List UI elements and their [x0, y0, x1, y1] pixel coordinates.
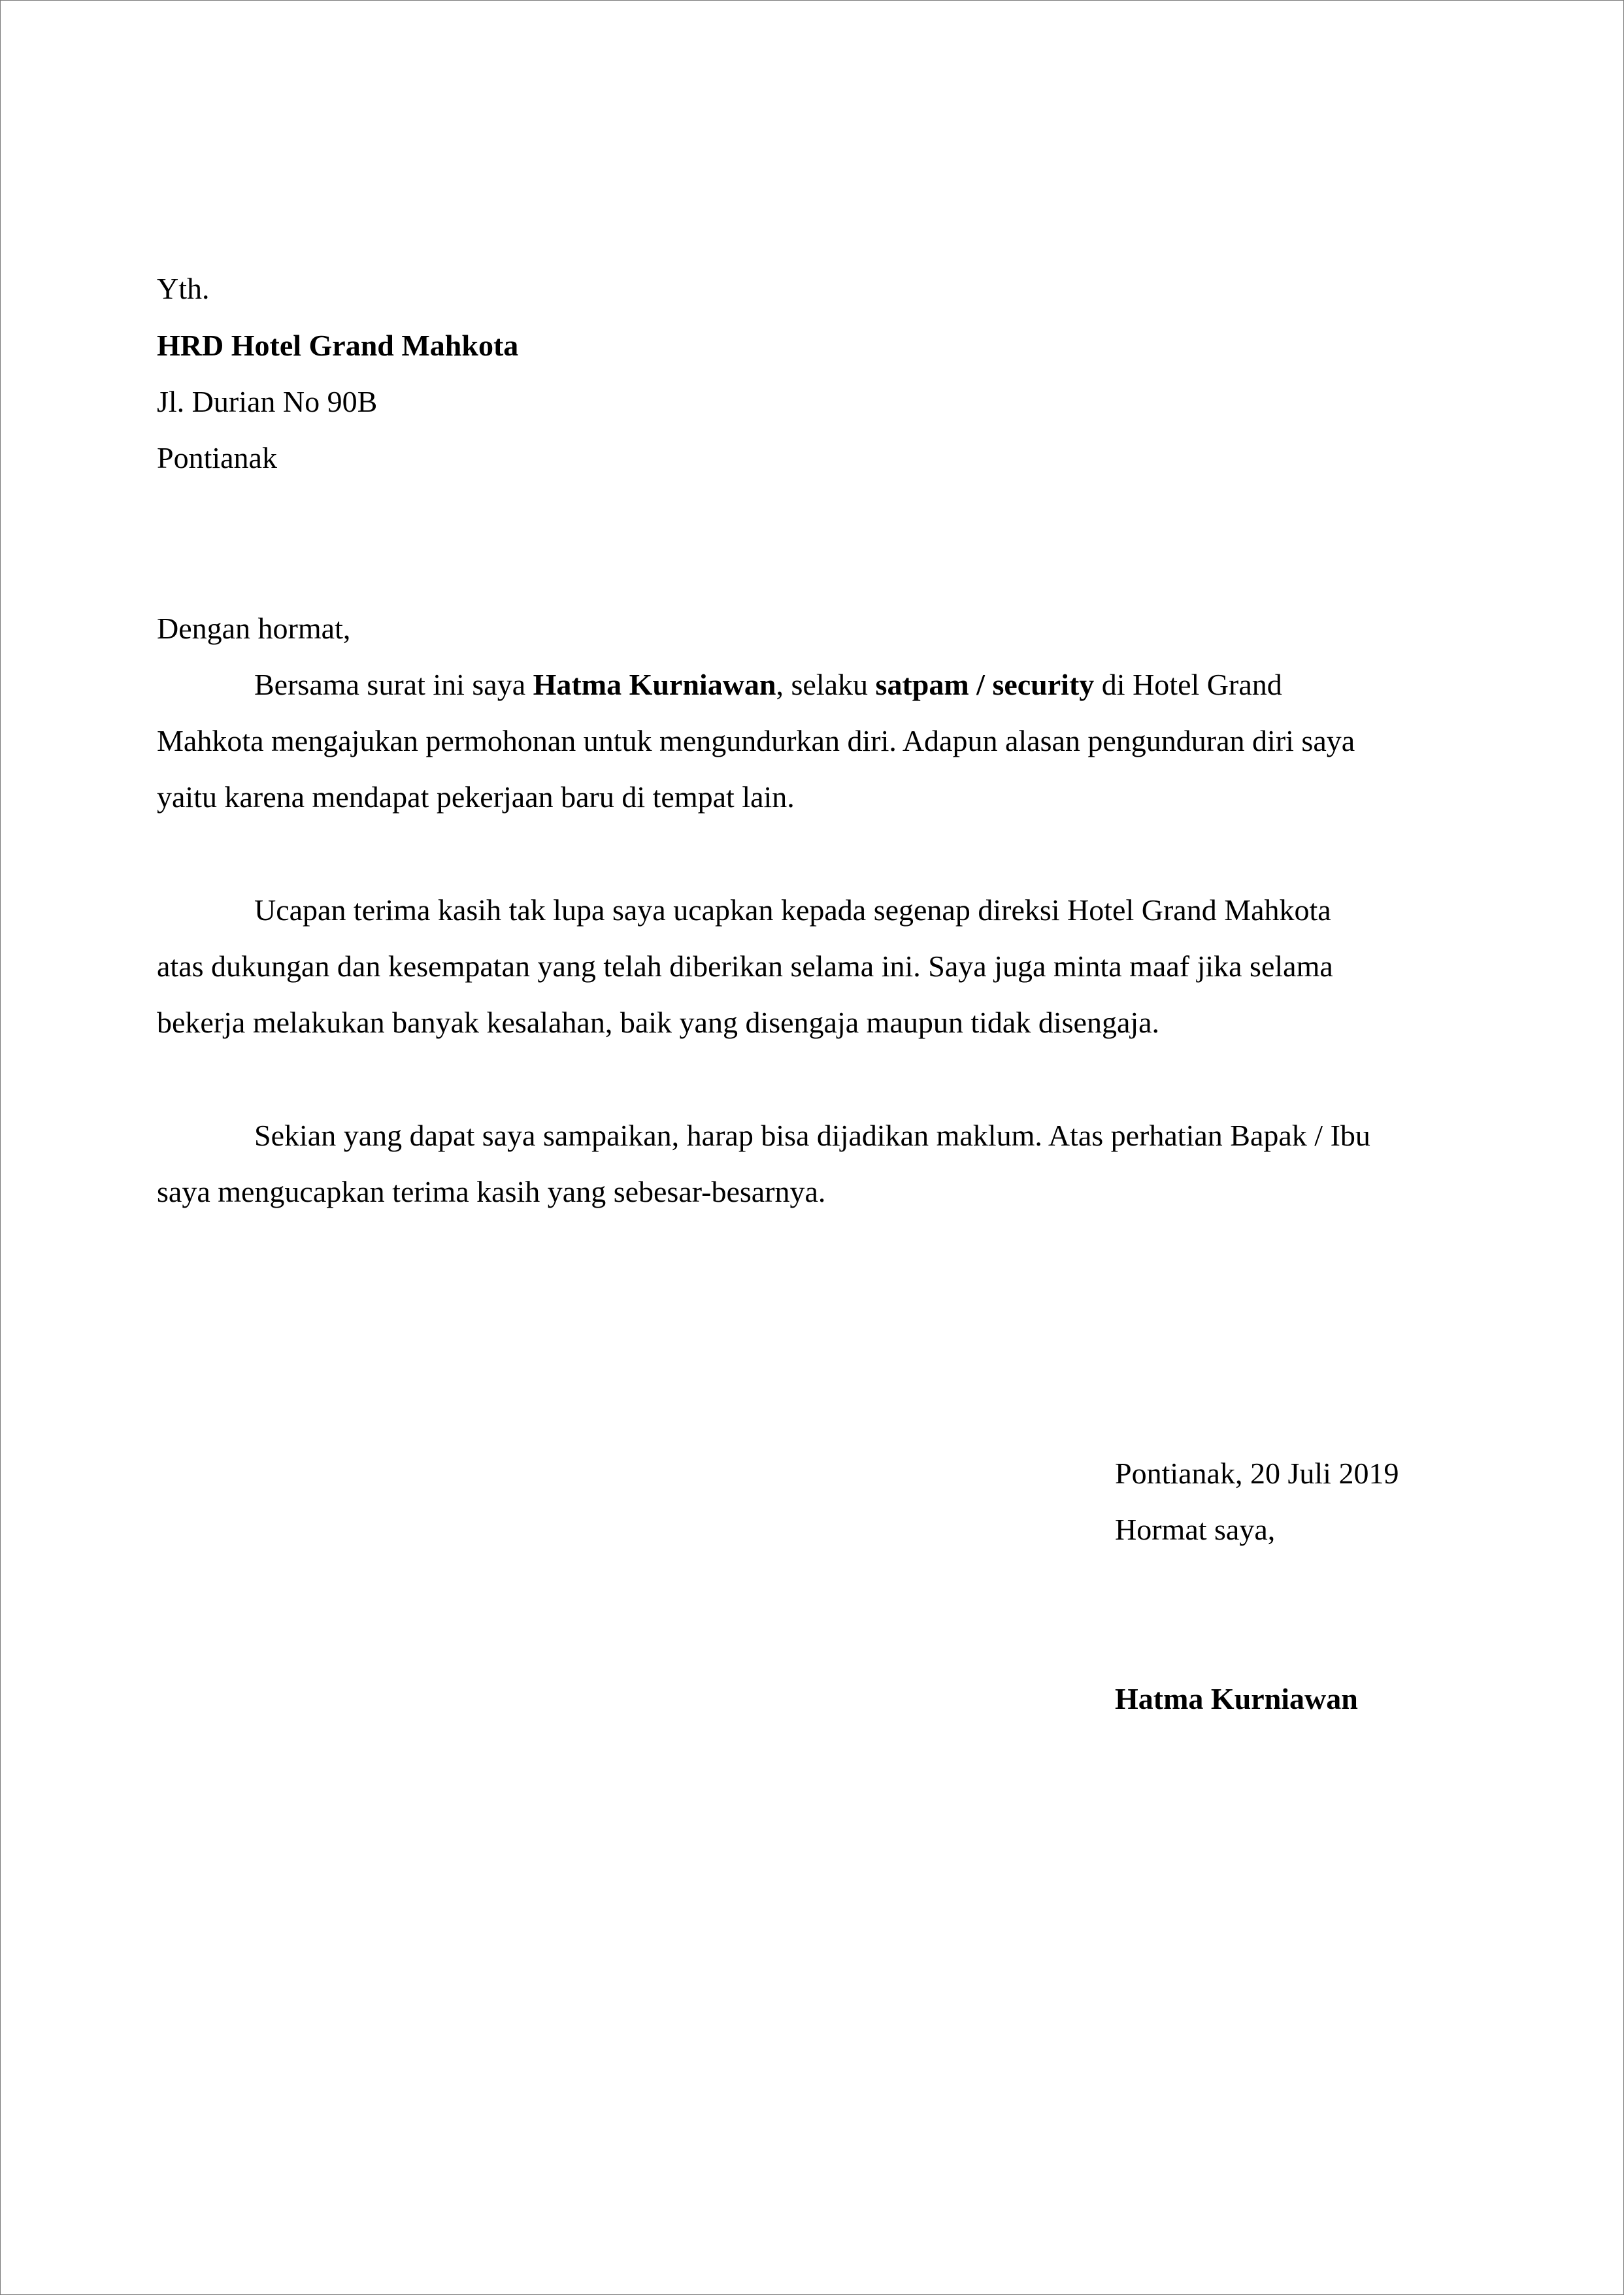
recipient-company: HRD Hotel Grand Mahkota: [157, 329, 519, 362]
paragraph3-line2: saya mengucapkan terima kasih yang sebesar-besarnya.: [157, 1175, 826, 1208]
greeting: Dengan hormat,: [157, 612, 351, 645]
closing-signer: Hatma Kurniawan: [1115, 1682, 1358, 1715]
paragraph2-line2: atas dukungan dan kesempatan yang telah diberikan selama ini. Saya juga minta maaf jika selama: [157, 949, 1333, 983]
sender-name: Hatma Kurniawan: [533, 668, 776, 701]
recipient-address: Jl. Durian No 90B: [157, 385, 378, 418]
closing-regards: Hormat saya,: [1115, 1513, 1276, 1546]
paragraph3-line1: Sekian yang dapat saya sampaikan, harap bisa dijadikan maklum. Atas perhatian Bapak / Ibu: [254, 1119, 1370, 1152]
recipient-salutation: Yth.: [157, 272, 210, 305]
closing-place-date: Pontianak, 20 Juli 2019: [1115, 1457, 1399, 1490]
paragraph2-line1: Ucapan terima kasih tak lupa saya ucapkan kepada segenap direksi Hotel Grand Mahkota: [254, 893, 1331, 927]
paragraph1-line2: Mahkota mengajukan permohonan untuk mengundurkan diri. Adapun alasan pengunduran diri saya: [157, 724, 1355, 757]
paragraph2-line3: bekerja melakukan banyak kesalahan, baik yang disengaja maupun tidak disengaja.: [157, 1006, 1160, 1039]
paragraph1-line3: yaitu karena mendapat pekerjaan baru di tempat lain.: [157, 780, 795, 814]
paragraph1-line1: Bersama surat ini saya Hatma Kurniawan, selaku satpam / security di Hotel Grand: [254, 668, 1282, 701]
sender-position: satpam / security: [875, 668, 1095, 701]
recipient-city: Pontianak: [157, 441, 277, 474]
